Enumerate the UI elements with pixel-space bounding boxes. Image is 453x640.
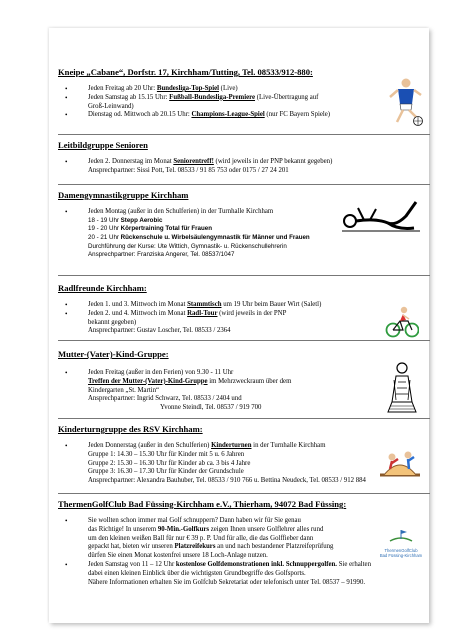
senioren-heading: Leitbildgruppe Senioren <box>58 140 148 150</box>
section-kinderturnen <box>58 424 425 486</box>
mother-child-illustration <box>382 362 422 419</box>
cyclist-illustration <box>385 305 419 344</box>
damen-heading: Damengymnastikgruppe Kirchham <box>58 190 189 200</box>
divider <box>58 184 430 185</box>
section-kneipe <box>58 67 425 120</box>
list-item: • Jeden Freitag (außer in den Ferien) von 9.30 - 11 Uhr Treffen der Mutter-(Vater)-Kind-Gruppe im Mehrzweckraum über dem Kindergarten „St. Martin“ Ansprechpartner: Ingrid Schwarz, Tel. 08533 / 2404 und Yvonne Steindl, Tel. 08537 / 919 700 <box>58 369 425 413</box>
mutter-heading: Mutter-(Vater)-Kind-Gruppe: <box>58 349 169 359</box>
list-item: • Jeden Samstag von 11 – 12 Uhr kostenlose Golfdemonstrationen inkl. Schnuppergolfen. Sie erhalten dabei einen kleinen Einblick über die wichtigsten Grundbegriffe des Golfsports. Nähere Informationen erhalten Sie im Golfclub Sekretariat oder telefonisch unter Tel. 08537 – 91990. <box>58 561 425 587</box>
list-item: • Jeden Freitag ab 20 Uhr: Bundesliga-Top-Spiel (Live) <box>58 85 425 94</box>
golfclub-logo <box>377 529 425 558</box>
kinder-heading: Kinderturngruppe des RSV Kirchham: <box>58 424 203 434</box>
list-item: • Jeden Montag (außer in den Schulferien) in der Turnhalle Kirchham 18 - 19 Uhr Stepp Aerobic 19 - 20 Uhr Körpertraining Total für Frauen 20 - 21 Uhr Rückenschule u. Wirbelsäulengymnastik für Männer und Frauen Durchführung der Kurse: Ute Wittich, Gymnastik- u. Rückenschullehrerin Ansprechpartner: Franziska Angerer, Tel. 08537/1047 <box>58 208 425 260</box>
list-item: • Sie wollten schon immer mal Golf schnuppern? Dann haben wir für Sie genau das Richtige! In unserem 90-Min.-Golfkurs zeigen Ihnen unsere Golflehrer alles rund um den kleinen weißen Ball für nur € 39 p. P. Und für alle, die das Golffieber dann gepackt hat, bieten wir unseren Platzreifekurs an und nach bestandener Platzreifeprüfung dürfen Sie einen Monat kostenfrei unsere 18 Loch-Anlage nutzen. <box>58 517 425 561</box>
list-item: • Dienstag od. Mittwoch ab 20.15 Uhr: Champions-League-Spiel (nur FC Bayern Spiele) <box>58 111 425 120</box>
list-item: • Jeden 2. Donnerstag im Monat Seniorentreff! (wird jeweils in der PNP bekannt gegeben) Ansprechpartner: Sissi Pott, Tel. 08533 / 91 85 753 oder 0175 / 27 24 201 <box>58 158 425 176</box>
gymnastics-figure-illustration <box>336 196 422 241</box>
golf-heading: ThermenGolfClub Bad Füssing-Kirchham e.V., Thierham, 94072 Bad Füssing: <box>58 499 347 509</box>
soccer-player-illustration <box>384 77 426 132</box>
kneipe-heading: Kneipe „Cabane“, Dorfstr. 17, Kirchham/Tutting, Tel. 08533/912-880: <box>58 67 313 77</box>
list-item: • Jeden 1. und 3. Mittwoch im Monat Stammtisch um 19 Uhr beim Bauer Wirt (Saletl) <box>58 301 425 310</box>
list-item: • Jeden Samstag ab 15.15 Uhr: Fußball-Bundesliga-Premiere (Live-Übertragung auf Groß-Leinwand) <box>58 94 425 112</box>
list-item: • Jeden Donnerstag (außer in den Schulferien) Kinderturnen in der Turnhalle Kirchham Gruppe 1: 14.30 – 15.30 Uhr für Kinder mit 5 u. 6 Jahren Gruppe 2: 15.30 – 16.30 Uhr für Kinder ab ca. 3 bis 4 Jahre Gruppe 3: 16.30 – 17.30 Uhr für Kinder der Grundschule Ansprechpartner: Alexandra Bauhuber, Tel. 08533 / 910 766 u. Bettina Neudeck, Tel. 08533 / 912 884 <box>58 442 425 486</box>
logo-line-1: ThermenGolfClub <box>384 548 418 553</box>
children-gymnastics-illustration <box>378 445 422 484</box>
divider <box>58 493 430 494</box>
divider <box>58 418 430 419</box>
section-golfclub <box>58 499 425 587</box>
divider <box>58 340 430 341</box>
logo-line-2: Bad Füssing-Kirchham <box>379 553 423 558</box>
golf-flag-icon <box>386 529 416 543</box>
divider <box>58 275 430 276</box>
section-mutter-kind <box>58 349 425 413</box>
section-senioren <box>58 140 425 176</box>
divider <box>58 134 430 135</box>
rad-heading: Radlfreunde Kirchham: <box>58 283 147 293</box>
section-radlfreunde <box>58 283 425 336</box>
list-item: • Jeden 2. und 4. Mittwoch im Monat Radl-Tour (wird jeweils in der PNP bekannt gegeben) Ansprechpartner: Gustav Loscher, Tel. 08533 / 2364 <box>58 310 425 336</box>
